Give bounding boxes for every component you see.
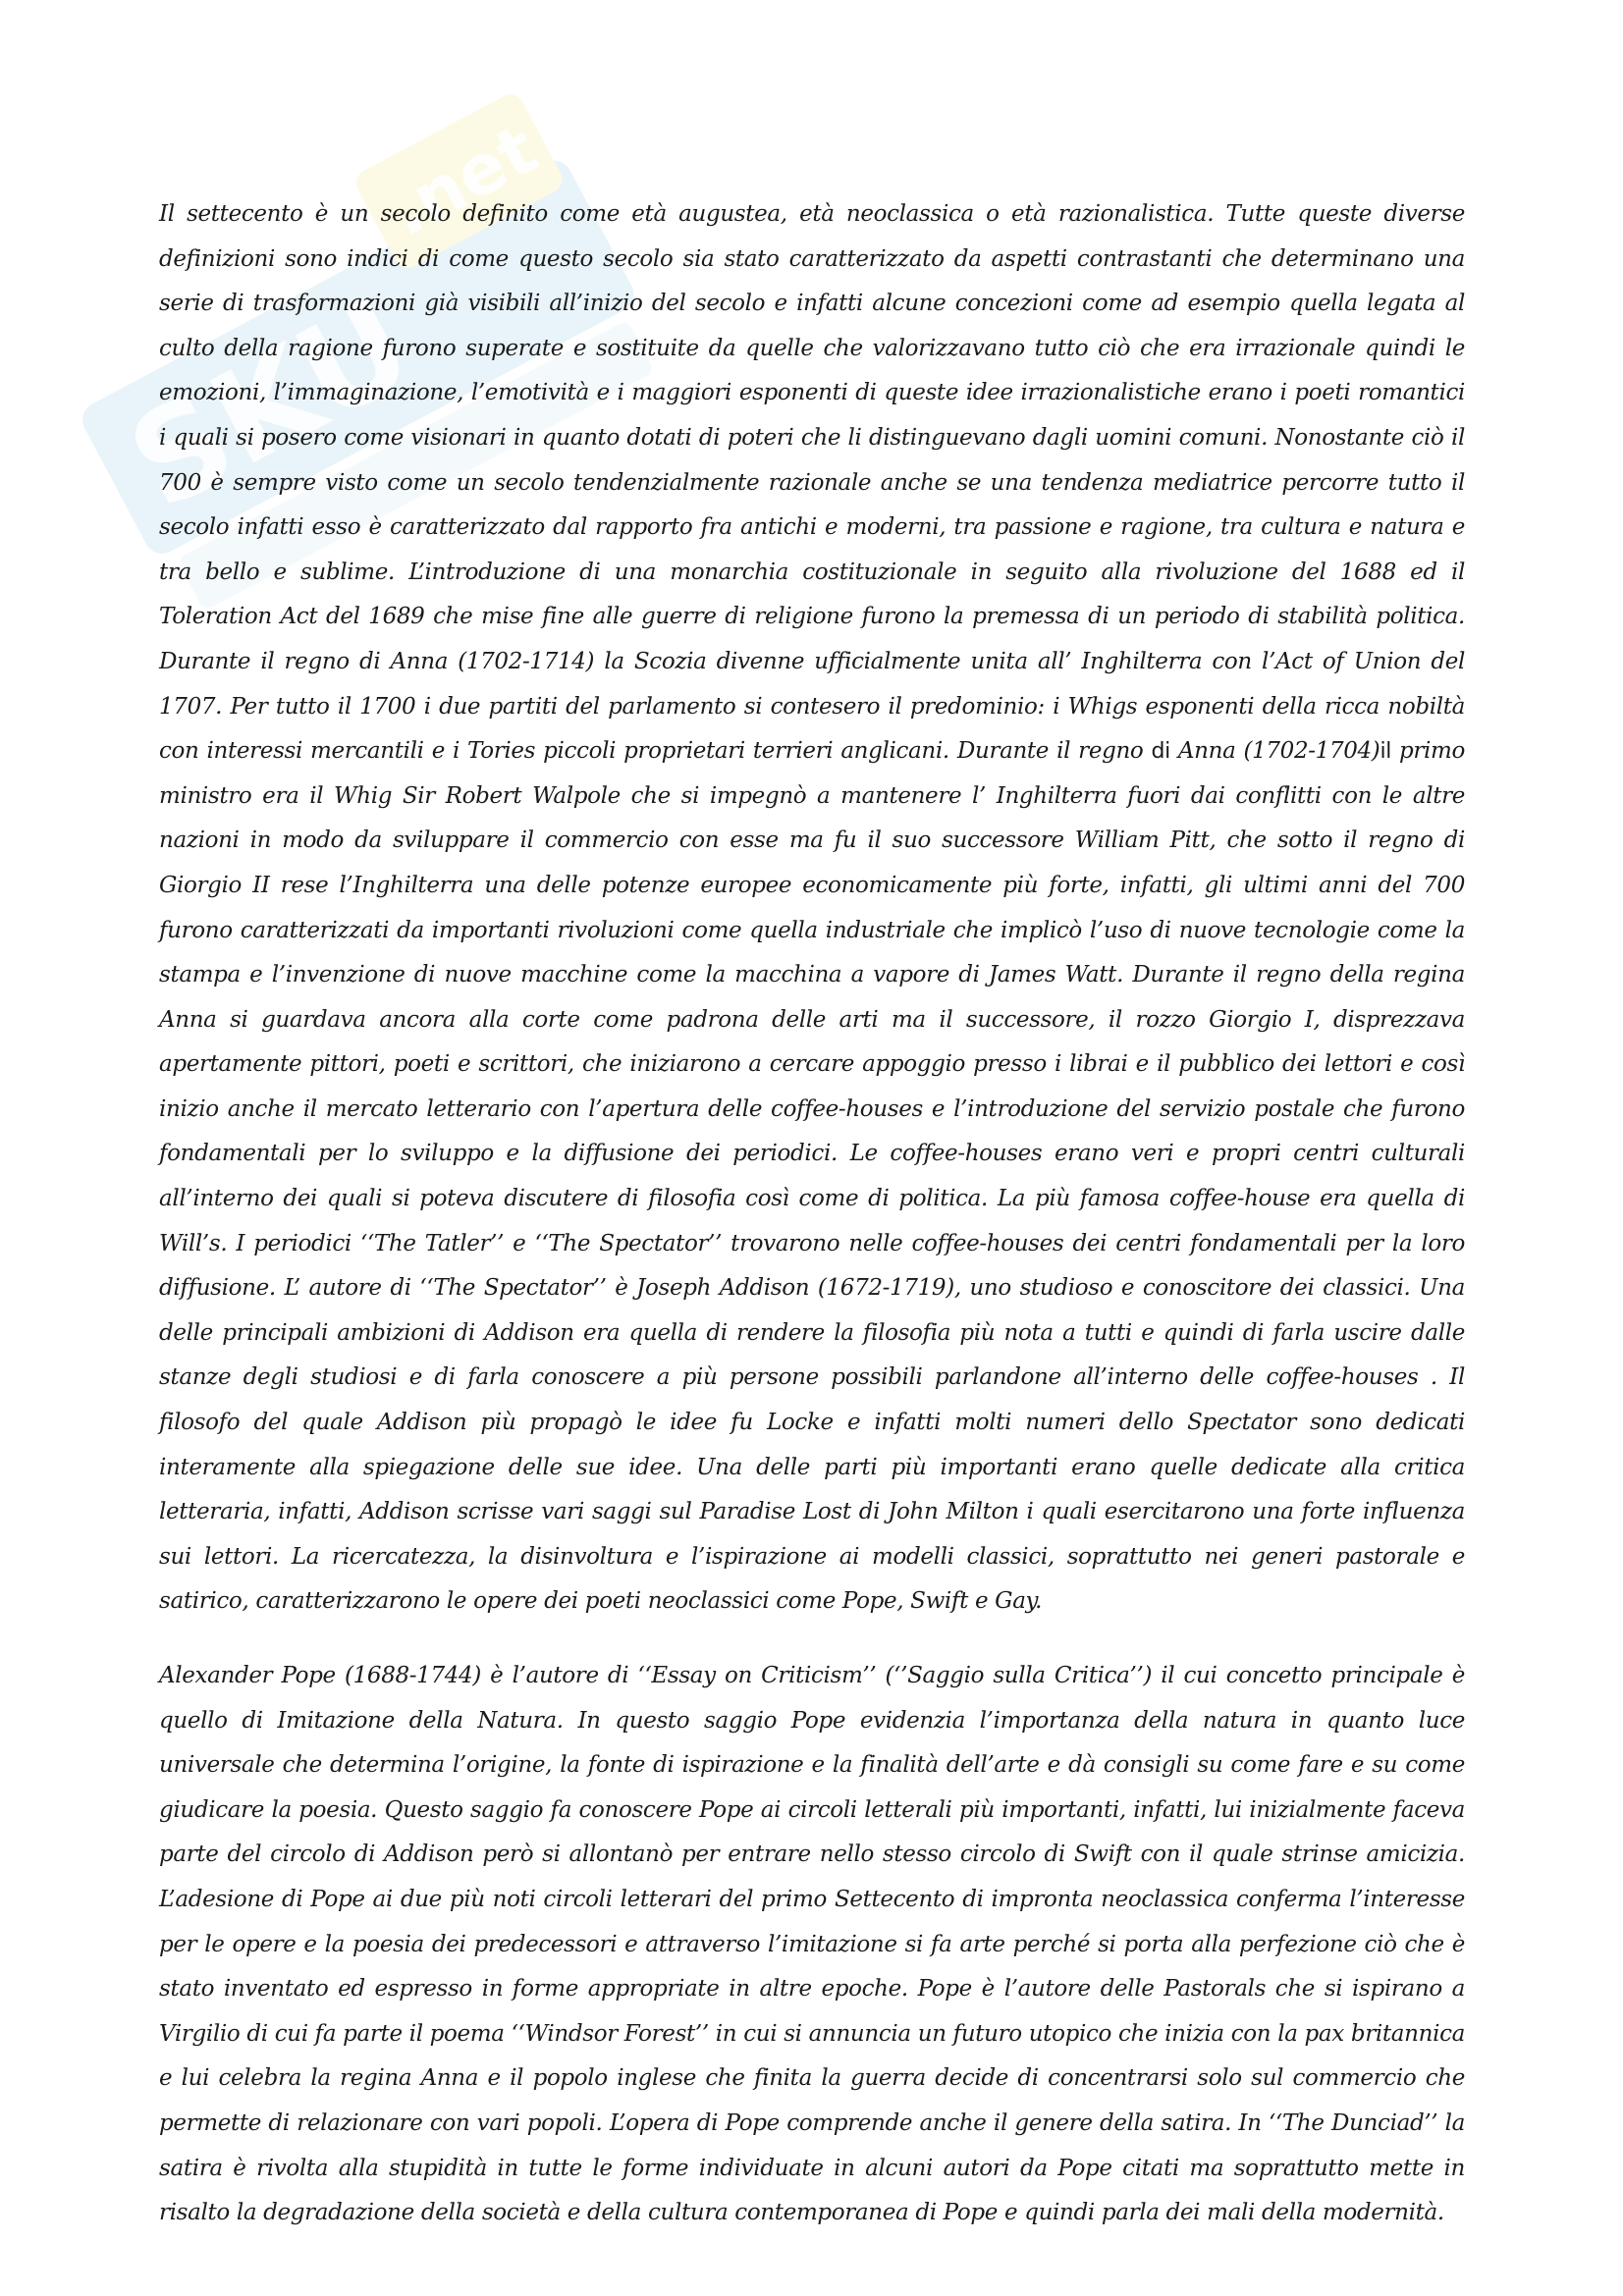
svg-text:.net: .net <box>375 108 551 252</box>
document-body <box>159 192 1465 2266</box>
paragraph-2 <box>159 1654 1465 2236</box>
paragraph-1-text-a: Il settecento è un secolo definito come età augustea, età neoclassica o età razionalistica. Tutte queste diverse definizioni sono indici di come questo secolo sia stato caratterizzato da aspetti contrastanti che determinano una serie di trasformazioni già visibili all’inizio del secolo e infatti alcune concezioni come ad esempio quella legata al culto della ragione furono superate e sostituite da quelle che valorizzavano tutto ciò che era irrazionale quindi le emozioni, l’immaginazione, l’emotività e i maggiori esponenti di queste idee irrazionalistiche erano i poeti romantici i quali si posero come visionari in quanto dotati di poteri che li distinguevano dagli uomini comuni. Nonostante ciò il 700 è sempre visto come un secolo tendenzialmente razionale anche se una tendenza mediatrice percorre tutto il secolo infatti esso è caratterizzato dal rapporto fra antichi e moderni, tra passione e ragione, tra cultura e natura e tra bello e sublime. L’introduzione di una monarchia costituzionale in seguito alla rivoluzione del 1688 ed il Toleration Act del 1689 che mise fine alle guerre di religione furono la premessa di un periodo di stabilità politica. Durante il regno di Anna (1702-1714) la Scozia divenne ufficialmente unita all’ Inghilterra con l’Act of Union del 1707. Per tutto il 1700 i due partiti del parlamento si contesero il predominio: i Whigs esponenti della ricca nobiltà con interessi mercantili e i Tories piccoli proprietari terrieri anglicani. Durante il regno <box>159 201 1465 765</box>
paragraph-1 <box>159 192 1465 1625</box>
paragraph-1-text-b: di <box>1151 739 1170 765</box>
paragraph-1-text-c: Anna (1702-1704) <box>1169 738 1380 765</box>
paragraph-2-text: Alexander Pope (1688-1744) è l’autore di ‘‘Essay on Criticism’’ (‘’Saggio sulla Critica’’) il cui concetto principale è quello di Imitazione della Natura. In questo saggio Pope evidenzia l’importanza della natura in quanto luce universale che determina l’origine, la fonte di ispirazione e la finalità dell’arte e dà consigli su come fare e su come giudicare la poesia. Questo saggio fa conoscere Pope ai circoli letterali più importanti, infatti, lui inizialmente faceva parte del circolo di Addison però si allontanò per entrare nello stesso circolo di Swift con il quale strinse amicizia. L’adesione di Pope ai due più noti circoli letterari del primo Settecento di impronta neoclassica conferma l’interesse per le opere e la poesia dei predecessori e attraverso l’imitazione si fa arte perché si porta alla perfezione ciò che è stato inventato ed espresso in forme appropriate in altre epoche. Pope è l’autore delle Pastorals che si ispirano a Virgilio di cui fa parte il poema ‘‘Windsor Forest’’ in cui si annuncia un futuro utopico che inizia con la pax britannica e lui celebra la regina Anna e il popolo inglese che finita la guerra decide di concentrarsi solo sul commercio che permette di relazionare con vari popoli. L’opera di Pope comprende anche il genere della satira. In ‘‘The Dunciad’’ la satira è rivolta alla stupidità in tutte le forme individuate in alcuni autori da Pope citati ma soprattutto mette in risalto la degradazione della società e della cultura contemporanea di Pope e quindi parla dei mali della modernità. <box>159 1663 1465 2226</box>
paragraph-1-text-e: primo ministro era il Whig Sir Robert Walpole che si impegnò a mantenere l’ Inghilterra fuori dai conflitti con le altre nazioni in modo da sviluppare il commercio con esse ma fu il suo successore William Pitt, che sotto il regno di Giorgio II rese l’Inghilterra una delle potenze europee economicamente più forte, infatti, gli ultimi anni del 700 furono caratterizzati da importanti rivoluzioni come quella industriale che implicò l’uso di nuove tecnologie come la stampa e l’invenzione di nuove macchine come la macchina a vapore di James Watt. Durante il regno della regina Anna si guardava ancora alla corte come padrona delle arti ma il successore, il rozzo Giorgio I, disprezzava apertamente pittori, poeti e scrittori, che iniziarono a cercare appoggio presso i librai e il pubblico dei lettori e così inizio anche il mercato letterario con l’apertura delle coffee-houses e l’introduzione del servizio postale che furono fondamentali per lo sviluppo e la diffusione dei periodici. Le coffee-houses erano veri e propri centri culturali all’interno dei quali si poteva discutere di filosofia così come di politica. La più famosa coffee-house era quella di Will’s. I periodici ‘‘The Tatler’’ e ‘‘The Spectator’’ trovarono nelle coffee-houses dei centri fondamentali per la loro diffusione. L’ autore di ‘‘The Spectator’’ è Joseph Addison (1672-1719), uno studioso e conoscitore dei classici. Una delle principali ambizioni di Addison era quella di rendere la filosofia più nota a tutti e quindi di farla uscire dalle stanze degli studiosi e di farla conoscere a più persone possibili parlandone all’interno delle coffee-houses . Il filosofo del quale Addison più propagò le idee fu Locke e infatti molti numeri dello Spectator sono dedicati interamente alla spiegazione delle sue idee. Una delle parti più importanti erano quelle dedicate alla critica letteraria, infatti, Addison scrisse vari saggi sul Paradise Lost di John Milton i quali esercitarono una forte influenza sui lettori. La ricercatezza, la disinvoltura e l’ispirazione ai modelli classici, soprattutto nei generi pastorale e satirico, caratterizzarono le opere dei poeti neoclassici come Pope, Swift e Gay. <box>159 738 1465 1615</box>
svg-text:SKU: SKU <box>106 269 435 539</box>
paragraph-1-text-d: il <box>1380 739 1391 765</box>
